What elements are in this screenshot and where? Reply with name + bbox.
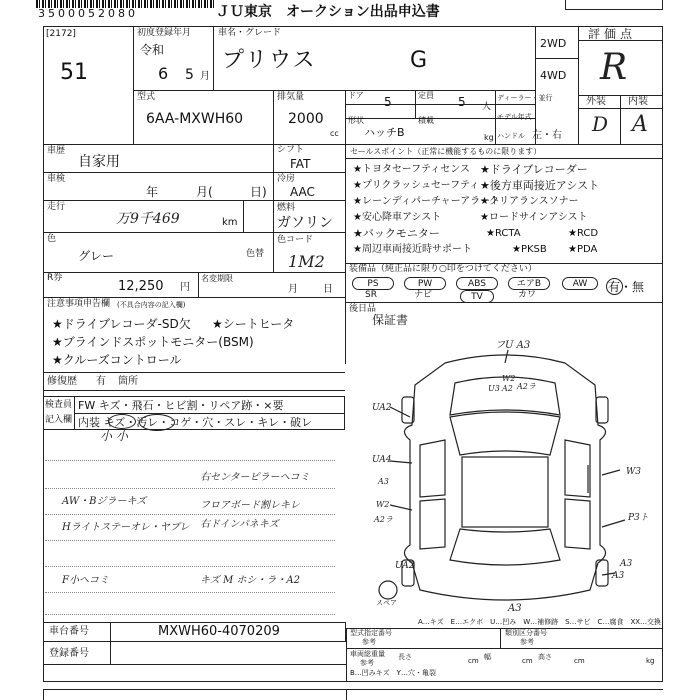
note-1: ★ドライブレコーダ-SD欠 bbox=[52, 317, 191, 331]
usage-value: 自家用 bbox=[78, 154, 120, 170]
sales-point-2: ★ドライブレコーダー bbox=[480, 163, 588, 176]
recycle-label: R券 bbox=[47, 273, 63, 283]
sales-point-13: ★PKSB bbox=[512, 244, 547, 255]
stain-circle bbox=[139, 414, 175, 431]
header-corner-box bbox=[565, 0, 663, 10]
body-label: 形状 bbox=[348, 116, 364, 125]
mark-hood-a2ra: A2ラ bbox=[517, 382, 536, 391]
ac-label: 冷房 bbox=[277, 174, 296, 184]
inspection-year: 年 bbox=[146, 185, 159, 199]
length-unit: cm bbox=[468, 657, 479, 665]
remark-front: F小ヘコミ bbox=[62, 575, 109, 586]
height-label: 高さ bbox=[538, 653, 552, 661]
mileage-label: 走行 bbox=[47, 202, 66, 212]
remark-right-pillar: 右センターピラーヘコミ bbox=[200, 472, 310, 483]
color-code-value: 1M2 bbox=[288, 252, 325, 271]
sales-point-4: ★後方車両接近アシスト bbox=[480, 179, 600, 192]
title-change-label: 名変期限 bbox=[201, 274, 233, 283]
model-year-label: モデル年式 bbox=[497, 113, 532, 121]
sales-point-9: ★バックモニター bbox=[353, 227, 440, 240]
equip-yes-circle bbox=[606, 278, 623, 295]
remark-scratch: キズ M ホシ・ラ・A2 bbox=[200, 575, 300, 586]
usage-label: 車歴 bbox=[47, 146, 66, 156]
sales-points-label: セールスポイント（正常に機能するものに限ります） bbox=[350, 147, 542, 156]
sales-point-10: ★RCTA bbox=[486, 228, 521, 239]
drive-4wd: 4WD bbox=[540, 69, 567, 82]
length-label: 長さ bbox=[398, 653, 412, 661]
inspection-hand-note: 小 小 bbox=[100, 429, 128, 443]
mark-hood-u3: U3 bbox=[488, 384, 500, 393]
sales-point-8: ★ロードサインアシスト bbox=[480, 212, 588, 223]
equip-leather: カワ bbox=[518, 290, 537, 300]
remark-headlight: Hライトステーオレ・ヤブレ bbox=[62, 522, 190, 533]
equip-airbag: エアB bbox=[508, 277, 550, 290]
inspection-month: 月( bbox=[196, 185, 213, 199]
notes-label: 注意事項申告欄 bbox=[47, 299, 111, 309]
mark-left-door-front: UA4 bbox=[372, 455, 392, 465]
registration-era: 令和 bbox=[140, 43, 165, 57]
inspection-label: 車検 bbox=[47, 174, 66, 184]
sales-point-7: ★安心降車アシスト bbox=[353, 212, 442, 223]
notes-sublabel: (不具合内容の記入欄) bbox=[117, 301, 186, 309]
dealer-label: ディーラー・並行 bbox=[497, 94, 553, 102]
sales-point-1: ★トヨタセーフティセンス bbox=[353, 164, 470, 175]
weight-unit: kg bbox=[646, 657, 655, 665]
handle-label: ハンドル bbox=[497, 132, 525, 140]
equip-tv: TV bbox=[460, 290, 494, 303]
lot-code: [2172] bbox=[46, 29, 76, 39]
mark-left-a2ra: A2ラ bbox=[374, 515, 393, 524]
color-change-label: 色替 bbox=[246, 249, 265, 259]
equipment-label: 装備品（純正品に限り○印をつけてください） bbox=[349, 264, 537, 274]
registration-month: 5 bbox=[185, 67, 194, 83]
category-label: 類別区分番号 bbox=[505, 629, 547, 637]
shift-value: FAT bbox=[290, 157, 311, 171]
width-label: 幅 bbox=[484, 653, 491, 661]
inspector-label-2: 記入欄 bbox=[45, 415, 73, 425]
fuel-label: 燃料 bbox=[277, 203, 296, 213]
exterior-grade: D bbox=[592, 112, 609, 136]
sales-point-12: ★周辺車両接近時サポート bbox=[353, 244, 472, 255]
drive-2wd: 2WD bbox=[540, 37, 567, 50]
load-unit: kg bbox=[484, 133, 494, 142]
title-change-day: 日 bbox=[323, 284, 333, 295]
equip-pw: PW bbox=[404, 277, 446, 290]
mark-hood-a2: A2 bbox=[502, 384, 513, 393]
spare-label: スペア bbox=[376, 599, 397, 607]
inspection-row-interior: 内装 キズ・汚レ・コゲ・穴・スレ・キレ・破レ bbox=[78, 416, 313, 429]
recycle-value: 12,250 bbox=[118, 279, 164, 294]
remark-instrument: 右ドインパネキズ bbox=[200, 519, 279, 530]
capacity-label: 定員 bbox=[418, 91, 434, 100]
color-value: グレー bbox=[78, 249, 115, 263]
mark-hood-w2: W2 bbox=[502, 374, 516, 383]
grade-score: R bbox=[600, 47, 628, 88]
form-title: ＪＵ東京 オークション出品申込書 bbox=[216, 4, 440, 20]
body-value: ハッチB bbox=[364, 126, 405, 139]
legend-row-2: B…凹みキズ Y…穴・亀裂 bbox=[350, 669, 436, 677]
remark-floor: フロアボード割レキレ bbox=[200, 500, 300, 511]
equip-abs: ABS bbox=[456, 277, 498, 290]
exterior-label: 外装 bbox=[586, 96, 606, 107]
equip-aw: AW bbox=[562, 277, 598, 290]
legend-row-1: A…キズ E…エクボ U…凹み W…補修跡 S…サビ C…腐食 XX…交換 bbox=[418, 618, 662, 626]
mark-right-w3: W3 bbox=[626, 467, 641, 477]
inspection-day: 日) bbox=[250, 185, 267, 199]
handle-value: 左・右 bbox=[532, 130, 562, 141]
plate-label: 登録番号 bbox=[49, 648, 89, 659]
sales-point-14: ★PDA bbox=[568, 244, 598, 255]
equip-navi: ナビ bbox=[414, 290, 433, 300]
lot-number: 51 bbox=[60, 60, 88, 85]
model-label: 型式 bbox=[137, 92, 156, 102]
displacement-label: 排気量 bbox=[277, 92, 305, 102]
height-unit: cm bbox=[574, 657, 585, 665]
equip-ps: PS bbox=[352, 277, 394, 290]
recycle-unit: 円 bbox=[180, 282, 190, 293]
repair-history-label: 修復歴 bbox=[47, 376, 77, 387]
remark-aw: AW・Bジラーキズ bbox=[62, 496, 147, 507]
chassis-number: MXWH60-4070209 bbox=[158, 624, 280, 639]
equip-yes-no: 有・無 bbox=[608, 280, 645, 294]
sales-point-5: ★レーンディパーチャーアラート bbox=[353, 196, 501, 207]
repair-history-value: 有 bbox=[96, 376, 106, 387]
sales-point-3: ★プリクラッシュセーフティ bbox=[353, 180, 480, 191]
vehicle-name-label: 車名・グレード bbox=[218, 28, 282, 38]
capacity-unit: 人 bbox=[482, 102, 492, 112]
interior-grade: A bbox=[632, 112, 648, 137]
displacement-unit: cc bbox=[330, 129, 339, 138]
shift-label: シフト bbox=[277, 145, 305, 155]
ac-value: AAC bbox=[290, 185, 315, 199]
fuel-value: ガソリン bbox=[277, 215, 333, 231]
chassis-label: 車台番号 bbox=[49, 626, 89, 637]
mark-left-fender: UA2 bbox=[372, 403, 392, 413]
model-spec-sanko: 参考 bbox=[362, 638, 376, 646]
mark-right-rear-a3-2: A3 bbox=[612, 571, 625, 581]
mileage-unit: km bbox=[222, 217, 238, 228]
color-code-label: 色コード bbox=[277, 235, 314, 245]
model-spec-label: 型式指定番号 bbox=[350, 629, 392, 637]
capacity-value: 5 bbox=[458, 95, 466, 109]
displacement-value: 2000 bbox=[288, 111, 324, 127]
category-sanko: 参考 bbox=[520, 638, 534, 646]
note-2: ★シートヒータ bbox=[212, 317, 295, 331]
registration-label: 初度登録年月 bbox=[137, 28, 192, 38]
inspection-row-fw: FW キズ・飛石・ヒビ割・リペア跡・×要 bbox=[78, 399, 284, 412]
load-label: 積載 bbox=[418, 116, 434, 125]
mark-right-rear-a3-1: A3 bbox=[620, 559, 633, 569]
mark-left-rear: UA2 bbox=[395, 561, 415, 571]
sales-point-6: ★クリアランスソナー bbox=[480, 196, 579, 207]
after-items-label: 後日品 bbox=[349, 304, 377, 314]
interior-label: 内装 bbox=[628, 96, 648, 107]
doors-value: 5 bbox=[384, 95, 392, 109]
doors-label: ドア bbox=[348, 91, 364, 100]
note-3: ★ブラインドスポットモニター(BSM) bbox=[52, 335, 254, 349]
scratch-circle bbox=[108, 414, 136, 429]
mark-left-w2: W2 bbox=[376, 500, 390, 509]
color-label: 色 bbox=[47, 234, 57, 244]
sales-point-11: ★RCD bbox=[568, 228, 599, 239]
repair-history-place: 箇所 bbox=[118, 376, 138, 387]
equip-sr: SR bbox=[365, 290, 377, 300]
mark-front-bumper: フU A3 bbox=[495, 340, 531, 351]
title-change-month: 月 bbox=[288, 284, 298, 295]
mileage-value: 万9千469 bbox=[116, 211, 180, 227]
inspector-label-1: 検査員 bbox=[45, 400, 73, 410]
gross-weight-label: 車両総重量 bbox=[350, 650, 385, 658]
mark-right-p3: P3ト bbox=[628, 513, 649, 523]
vehicle-name: プリウス bbox=[222, 48, 317, 73]
mark-rear-bumper: A3 bbox=[508, 603, 522, 614]
width-unit: cm bbox=[522, 657, 533, 665]
barcode-number: 3500052080 bbox=[38, 7, 138, 20]
gross-weight-sanko: 参考 bbox=[360, 659, 374, 667]
vehicle-grade: G bbox=[410, 48, 428, 73]
registration-year: 6 bbox=[158, 64, 169, 83]
registration-month-unit: 月 bbox=[200, 71, 210, 82]
model-code: 6AA-MXWH60 bbox=[146, 111, 244, 127]
grade-label: 評価点 bbox=[588, 27, 637, 41]
after-items-value: 保証書 bbox=[372, 313, 409, 327]
note-4: ★クルーズコントロール bbox=[52, 353, 182, 367]
mark-left-a3: A3 bbox=[378, 477, 389, 486]
